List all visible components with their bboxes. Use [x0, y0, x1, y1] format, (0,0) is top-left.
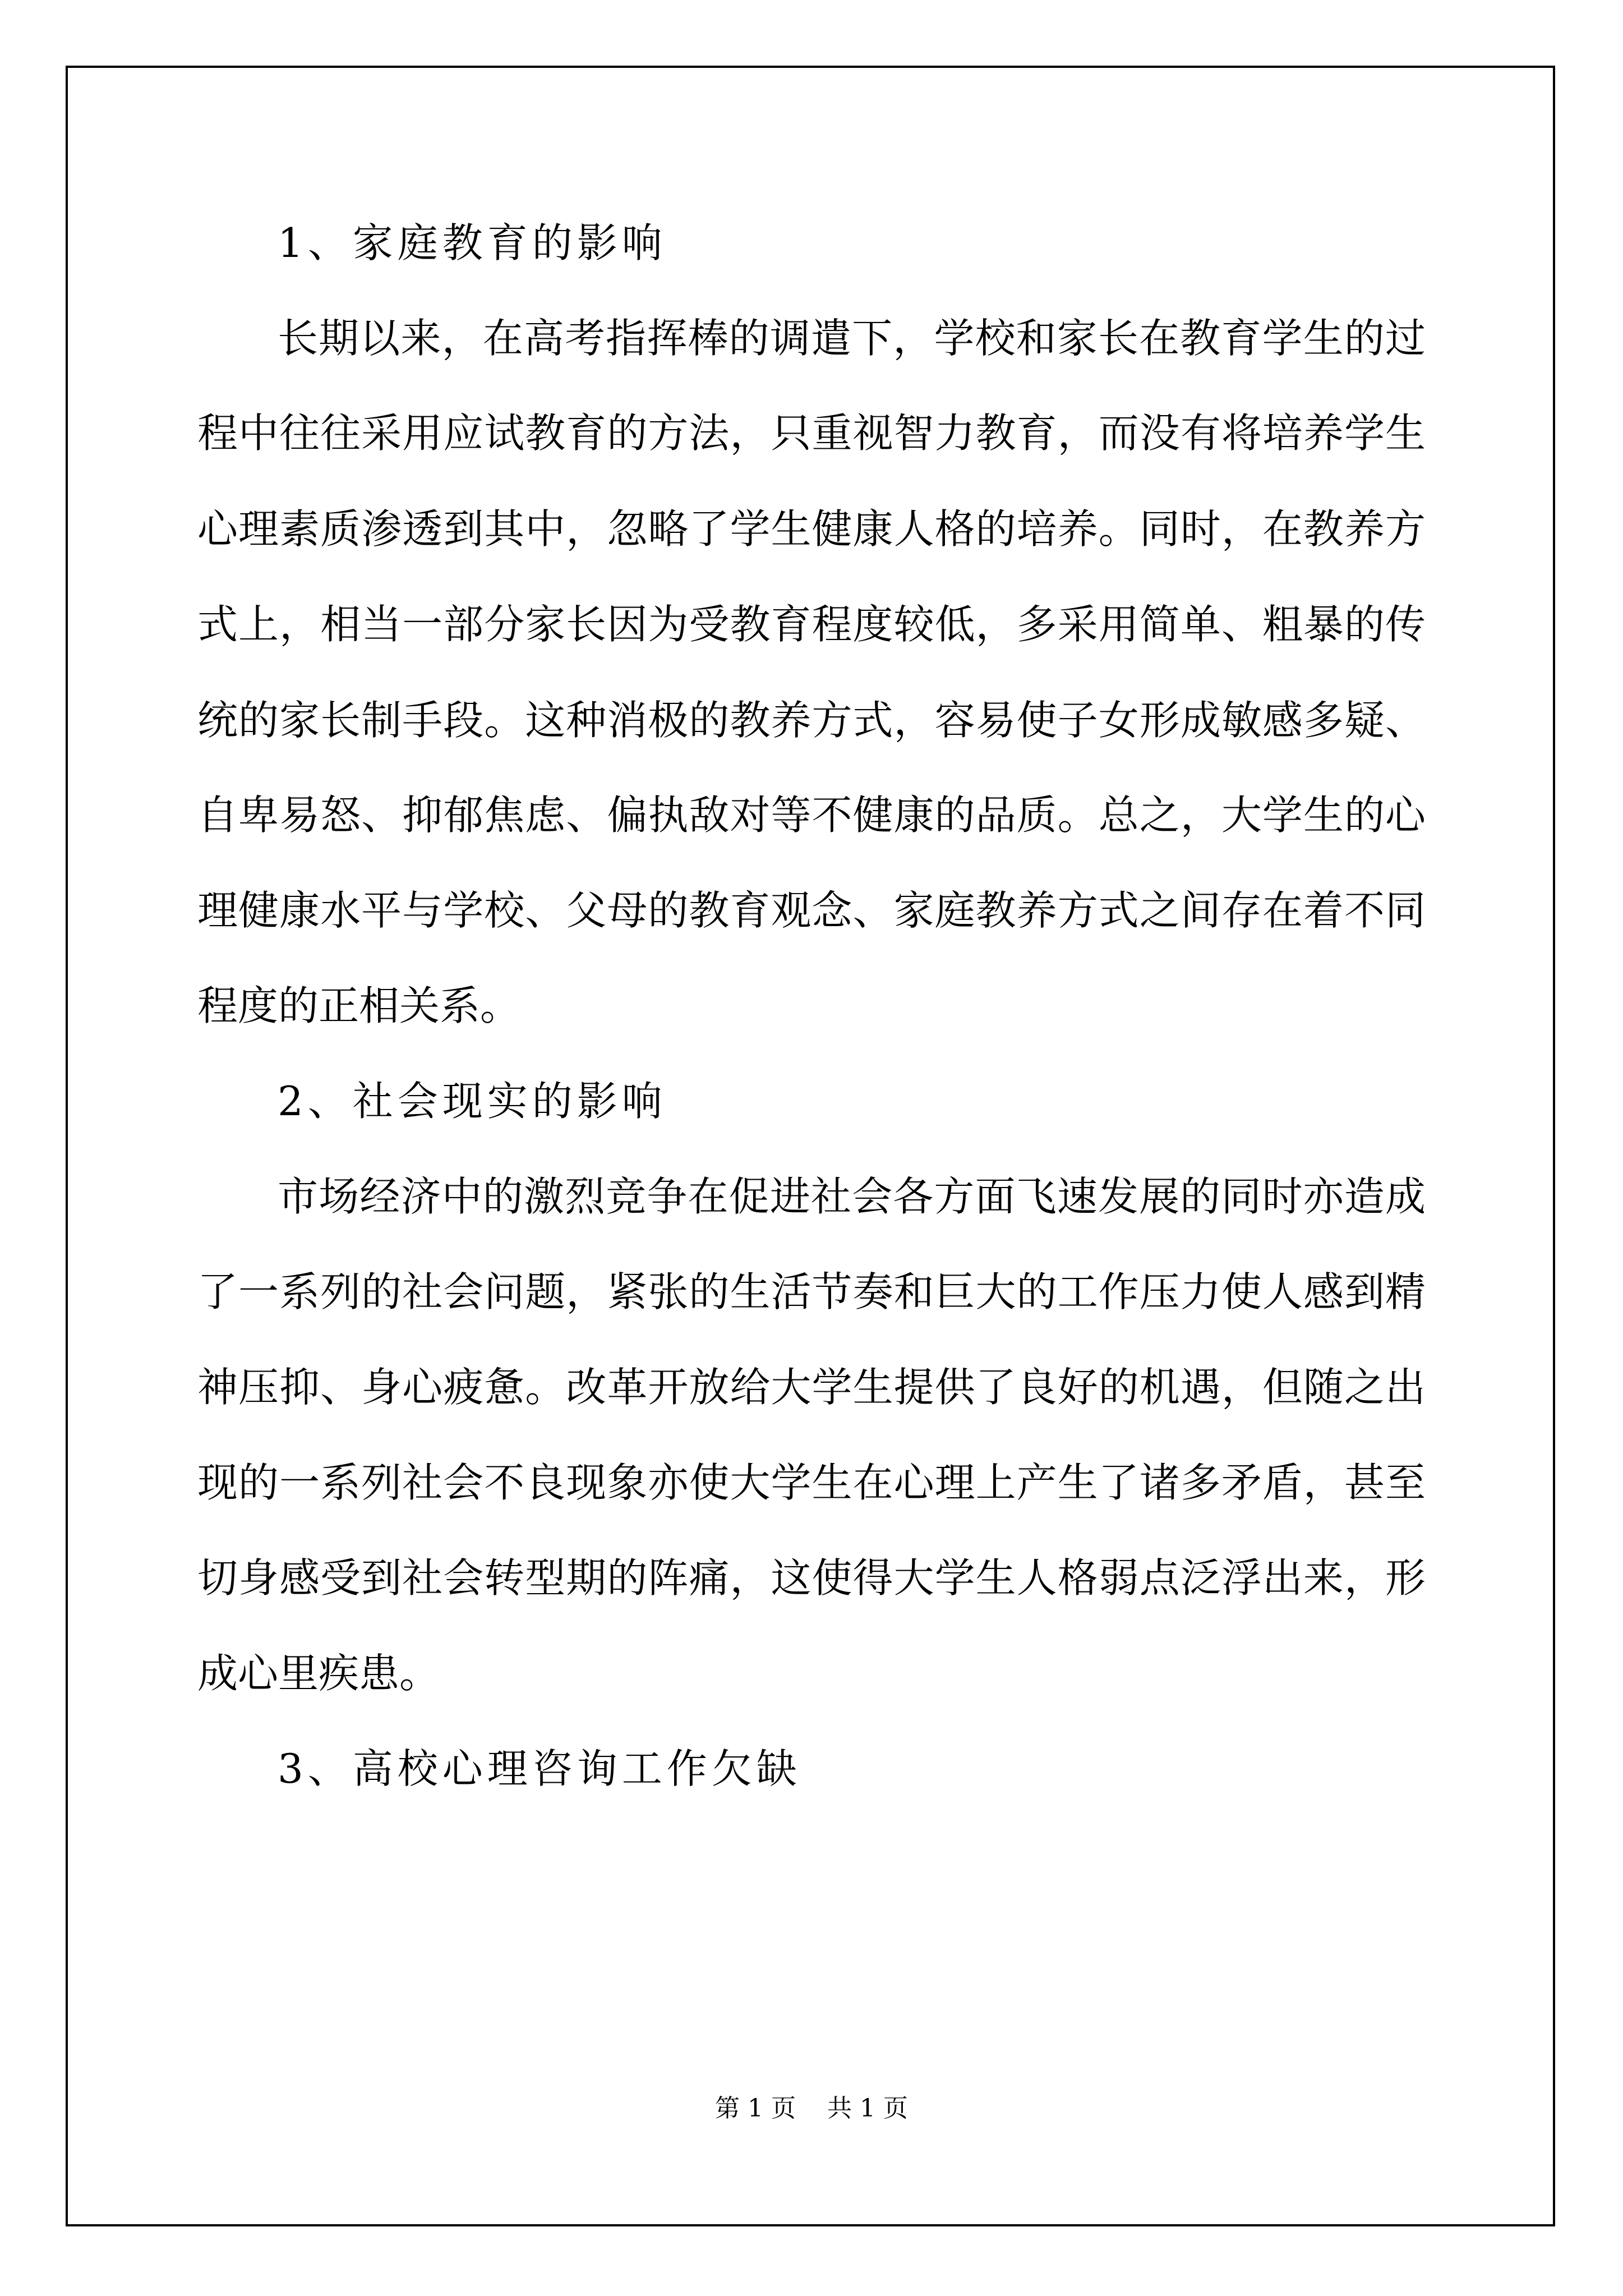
paragraph-1-line: 程度的正相关系。 [197, 982, 521, 1029]
paragraph-2-line: 现的一系列社会不良现象亦使大学生在心理上产生了诸多矛盾，甚至 [197, 1459, 1426, 1506]
paragraph-2-line: 神压抑、身心疲惫。改革开放给大学生提供了良好的机遇，但随之出 [197, 1364, 1426, 1411]
paragraph-1-line: 式上，相当一部分家长因为受教育程度较低，多采用简单、粗暴的传 [197, 601, 1426, 648]
page-number-footer: 第 1 页 共 1 页 [715, 2094, 908, 2123]
paragraph-1-line: 长期以来，在高考指挥棒的调遣下，学校和家长在教育学生的过 [278, 315, 1426, 362]
paragraph-1-line: 自卑易怒、抑郁焦虑、偏执敌对等不健康的品质。总之，大学生的心 [197, 792, 1426, 839]
paragraph-2-line: 成心里疾患。 [197, 1650, 440, 1697]
paragraph-2-line: 市场经济中的激烈竞争在促进社会各方面飞速发展的同时亦造成 [278, 1173, 1426, 1220]
paragraph-1-line: 程中往往采用应试教育的方法，只重视智力教育，而没有将培养学生 [197, 409, 1426, 457]
paragraph-2-line: 切身感受到社会转型期的阵痛，这使得大学生人格弱点泛浮出来，形 [197, 1554, 1426, 1602]
page-border [66, 66, 1555, 2226]
paragraph-1-line: 心理素质渗透到其中，忽略了学生健康人格的培养。同时，在教养方 [197, 505, 1426, 553]
section-heading-1: 1、家庭教育的影响 [278, 219, 667, 266]
paragraph-2-line: 了一系列的社会问题，紧张的生活节奏和巨大的工作压力使人感到精 [197, 1268, 1426, 1315]
paragraph-1-line: 统的家长制手段。这种消极的教养方式，容易使子女形成敏感多疑、 [197, 697, 1426, 744]
section-heading-3: 3、高校心理咨询工作欠缺 [278, 1745, 801, 1792]
paragraph-1-line: 理健康水平与学校、父母的教育观念、家庭教养方式之间存在着不同 [197, 887, 1426, 934]
section-heading-2: 2、社会现实的影响 [278, 1078, 667, 1125]
